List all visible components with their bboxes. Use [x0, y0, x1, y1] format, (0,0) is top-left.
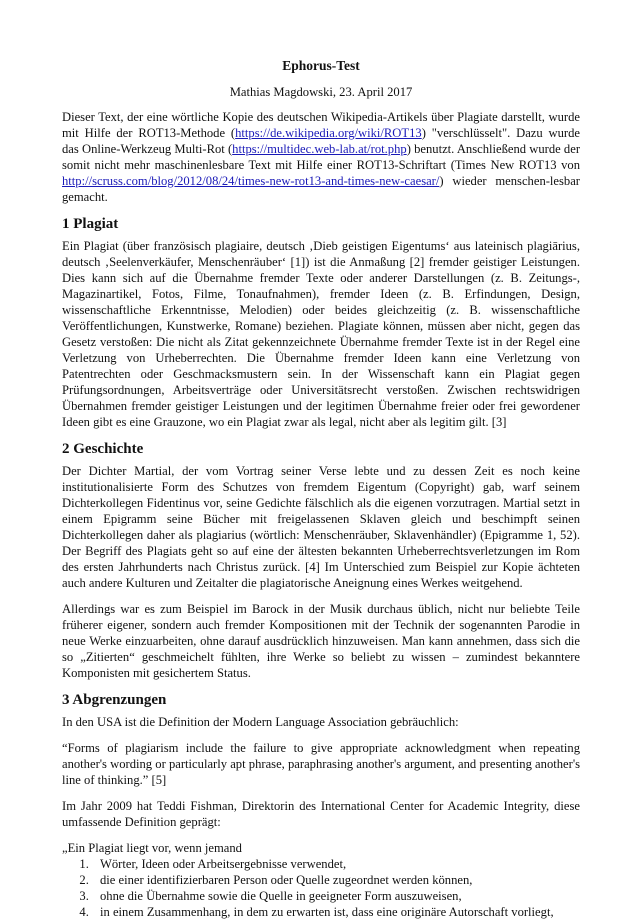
body-paragraph: Ein Plagiat (über französisch plagiaire, deutsch ‚Dieb geistigen Eigentums‘ aus lateinisch plagiārius, deutsch ‚Seelenverkäufer, Menschenräuber‘ [1]) ist die Anmaßung [2] fremder geistiger Leistungen. Dies kann sich auf die Übernahme fremder Texte oder anderer Darstellungen (z. B. Zeitungs-, Magazinartikel, Fotos, Filme, Tonaufnahmen), fremder Ideen (z. B. Erfindungen, Design, wissenschaftliche Erkenntnisse, Melodien) oder beides gleichzeitig (z. B. wissenschaftliche Veröffentlichungen, Kunstwerke, Romane) beziehen. Plagiate können, müssen aber nicht, gegen das Gesetz verstoßen: Die nicht als Zitat gekennzeichnete Übernahme fremder Texte ist in der Regel eine Verletzung von Urheberrechten. Die Übernahme fremder Ideen kann eine Verletzung von Patentrechten oder Geschmacksmustern sein. In der Wissenschaft kann ein Plagiat gegen Prüfungsordnungen, Arbeitsverträge oder Universitätsrecht verstoßen. Zwischen rechtswidrigen Übernahmen fremder geistiger Leistungen und der legitimen Übernahme freier oder frei gewordener Ideen gibt es eine Grauzone, wo ein Plagiat zwar als legal, nicht aber als legitim gilt. [3]: [62, 239, 580, 429]
definition-list: [62, 856, 580, 920]
section-heading-abgrenzungen: 3 Abgrenzungen: [62, 692, 167, 708]
document-author-date: Mathias Magdowski, 23. April 2017: [229, 85, 413, 99]
body-paragraph: Der Dichter Martial, der vom Vortrag seiner Verse lebte und zu dessen Zeit es noch keine institutionalisierte Form des Schutzes von fremdem Eigentum (Copyright) gab, warf seinem Dichterkollegen Fidentinus vor, seine Gedichte fälschlich als die eigenen vorzutragen. Martial setzt in einem Epigramm seine Bücher mit freigelassenen Sklaven gleich und beschimpft seinen Dichterkollegen daher als plagiarius (wörtlich: Menschenräuber, Sklavenhändler) (Epigramme 1, 52). Der Begriff des Plagiats geht so auf eine der ältesten bekannten Urheberrechtsverletzungen im Rom des ersten Jahrhunderts nach Christus zurück. [4] Im Unterschied zum Beispiel zur Kopie ächteten auch andere Kulturen und Zeitalter die plagiatorische Aneignung eines Werkes weitgehend.: [62, 464, 580, 590]
quote-paragraph: “Forms of plagiarism include the failure to give appropriate acknowledgment when repeating another's wording or particularly apt phrase, paraphrasing another's argument, and presenting another's line of thinking.” [5]: [62, 741, 580, 787]
body-paragraph: Im Jahr 2009 hat Teddi Fishman, Direktorin des International Center for Academic Integrity, diese umfassende Definition geprägt:: [62, 799, 580, 829]
list-item: 2. die einer identifizierbaren Person oder Quelle zugeordnet werden können,: [92, 872, 580, 888]
section-heading-geschichte: 2 Geschichte: [62, 441, 144, 457]
section-heading-plagiat: 1 Plagiat: [62, 216, 119, 232]
document-title: Ephorus-Test: [282, 58, 360, 73]
intro-text: ) "verschlüsselt". Dazu wurde das Online-Werkzeug Multi-Rot (: [62, 126, 580, 156]
list-item: 1. Wörter, Ideen oder Arbeitsergebnisse verwendet,: [92, 856, 580, 872]
rot13-wikipedia-link[interactable]: https://de.wikipedia.org/wiki/ROT13: [235, 126, 422, 140]
multi-rot-link[interactable]: https://multidec.web-lab.at/rot.php: [232, 142, 407, 156]
list-item: 3. ohne die Übernahme sowie die Quelle in geeigneter Form auszuweisen,: [92, 888, 580, 904]
intro-paragraph: [62, 109, 580, 205]
intro-text: Dieser Text, der eine wörtliche Kopie des deutschen Wikipedia-Artikels über Plagiate darstellt, wurde mit Hilfe der ROT13-Methode (: [62, 110, 580, 140]
intro-text: ) benutzt. Anschließend wurde der somit nicht mehr maschinenlesbare Text mit Hilfe einer ROT13-Schriftart (Times New ROT13 von: [62, 142, 581, 172]
body-paragraph: Allerdings war es zum Beispiel im Barock in der Musik durchaus üblich, nicht nur beliebte Teile früherer eigener, sondern auch fremder Kompositionen mit der Technik der sogenannten Parodie in neue Werke einzuarbeiten, ohne darauf ausdrücklich hinzuweisen. Man kann annehmen, dass sich die so „Zitierten“ geschmeichelt fühlten, ihre Werke so beliebt zu wissen – zumindest bekanntere Komponisten mit gesichertem Status.: [62, 602, 580, 680]
rot13-font-link[interactable]: http://scruss.com/blog/2012/08/24/times-new-rot13-and-times-new-caesar/: [62, 174, 440, 188]
body-paragraph: In den USA ist die Definition der Modern Language Association gebräuchlich:: [62, 715, 459, 729]
intro-text: ) wieder menschen-lesbar gemacht.: [62, 174, 580, 204]
definition-intro: „Ein Plagiat liegt vor, wenn jemand: [62, 841, 242, 855]
list-item: 4. in einem Zusammenhang, in dem zu erwarten ist, dass eine originäre Autorschaft vorliegt,: [92, 904, 580, 920]
